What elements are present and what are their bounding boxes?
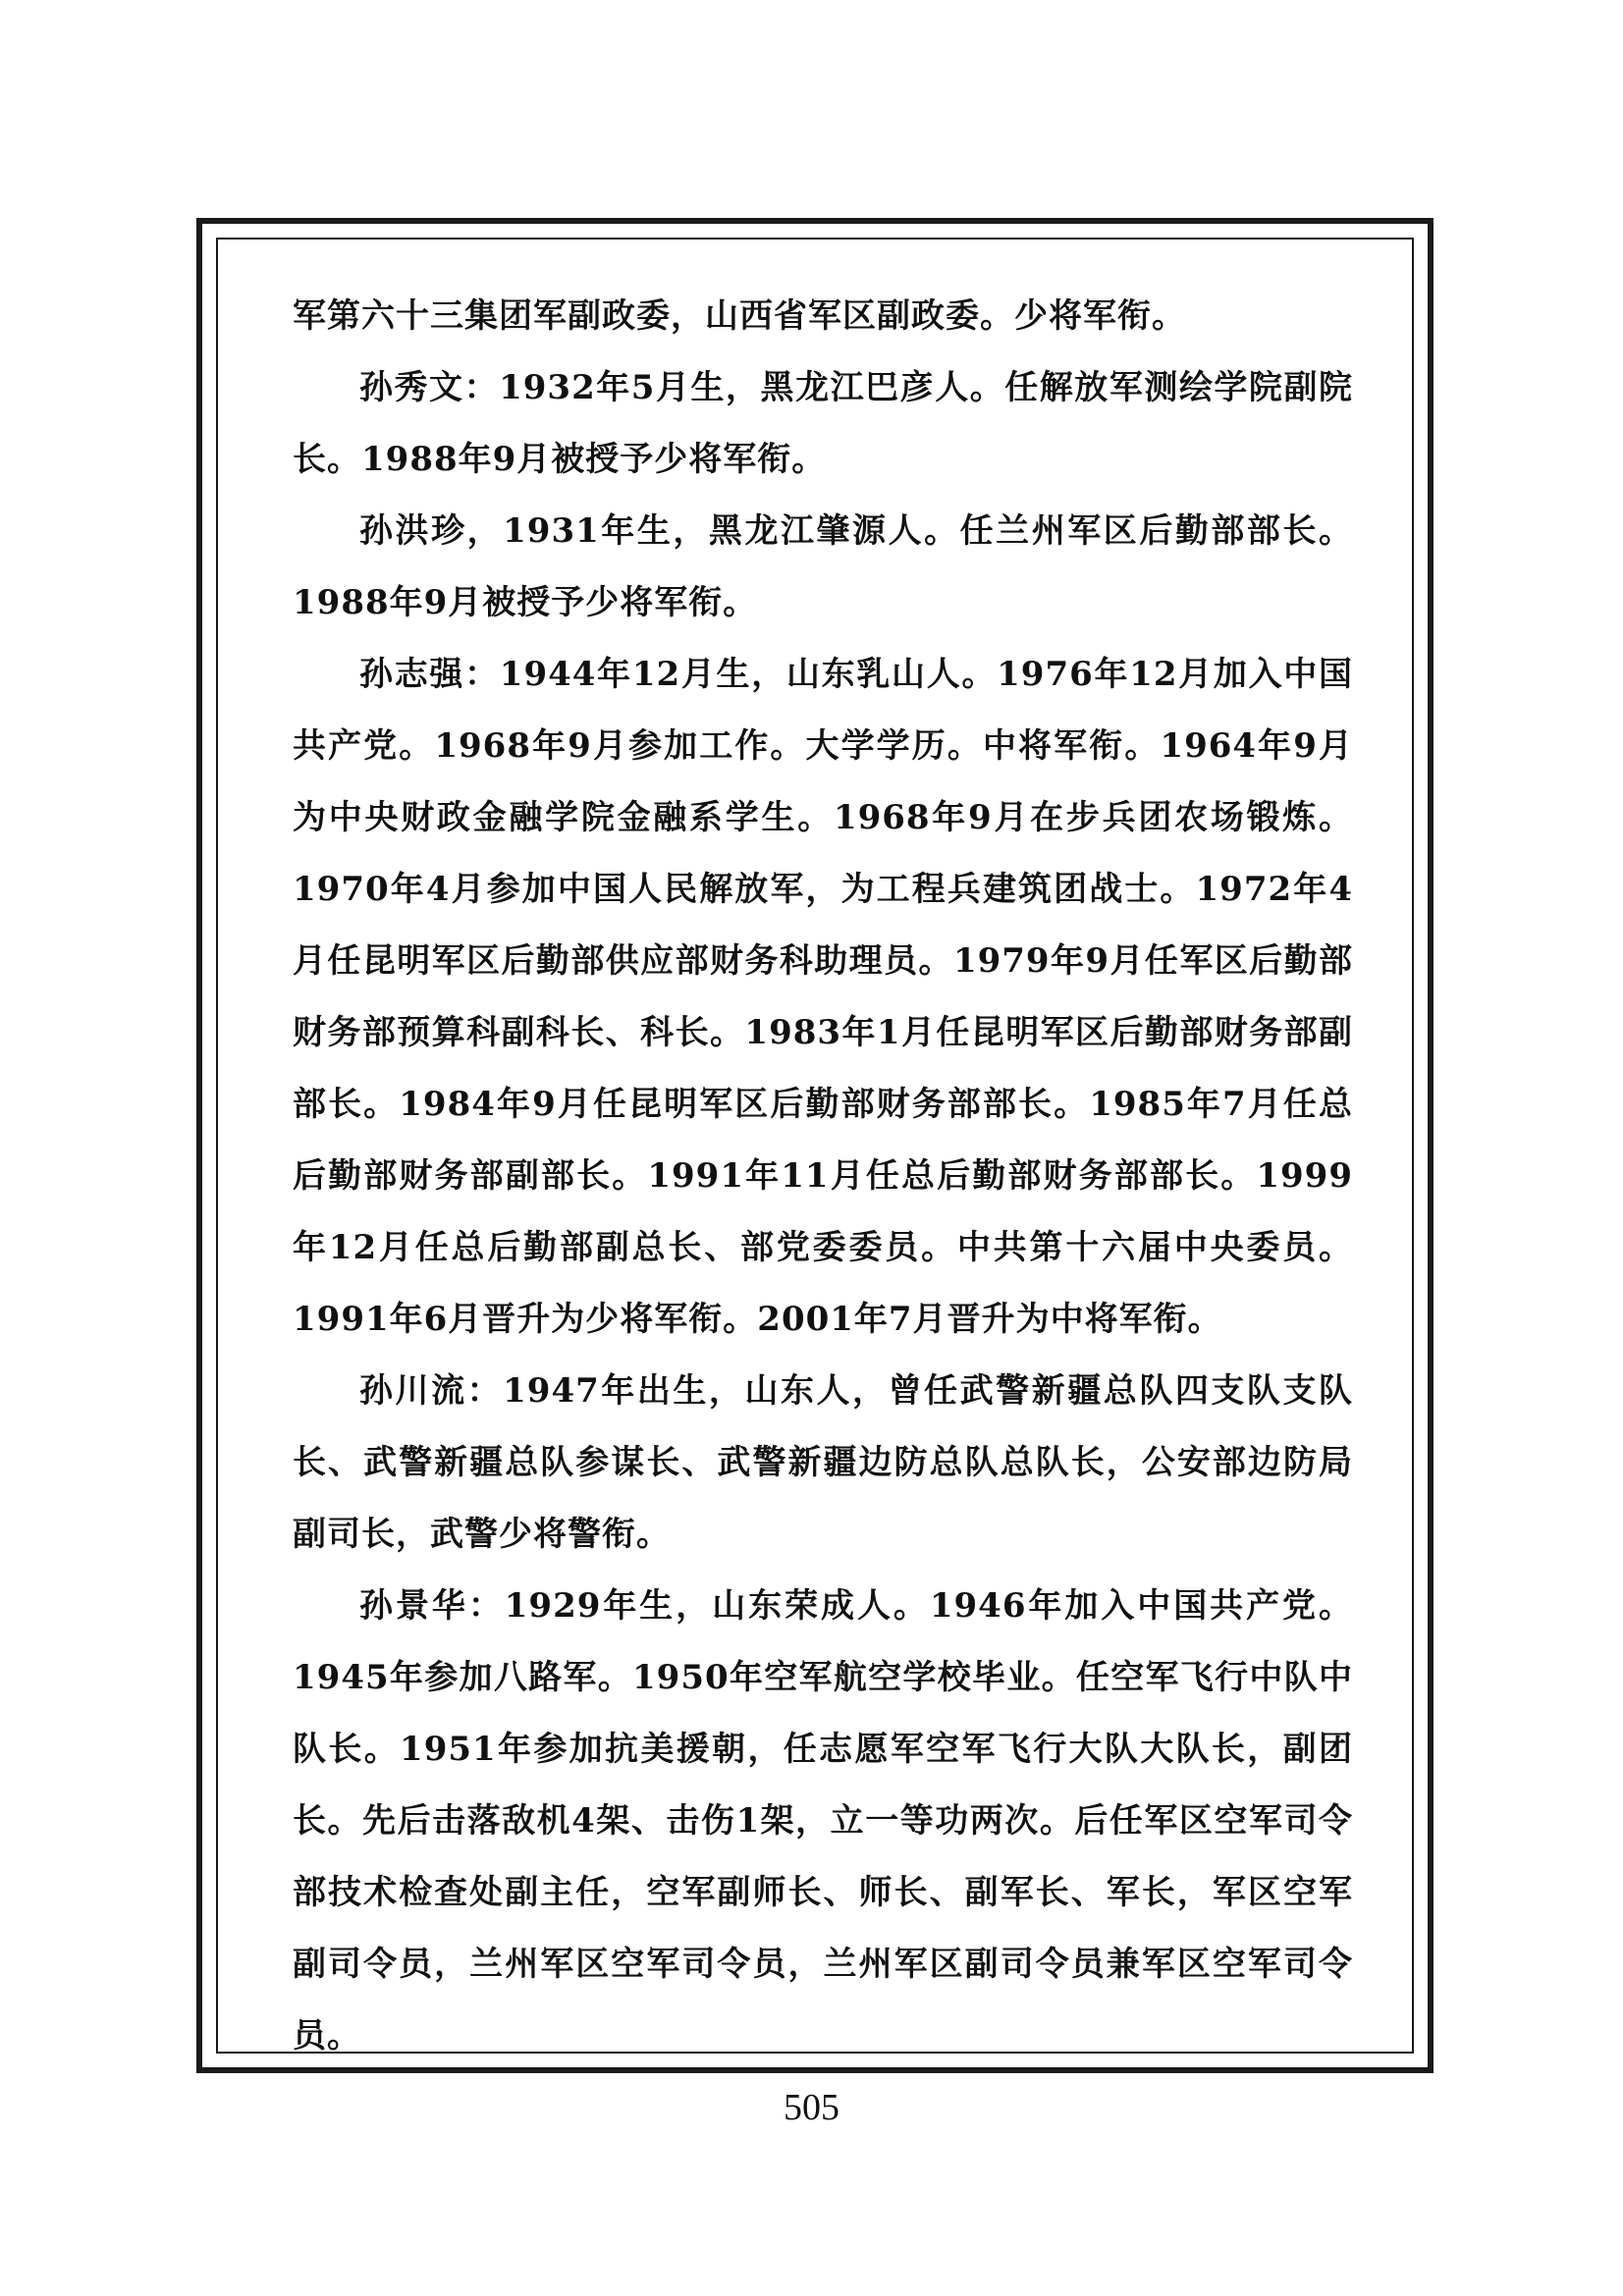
paragraph-sun-chuanliu: 孙川流：1947年出生，山东人，曾任武警新疆总队四支队支队长、武警新疆总队参谋长、武警新疆边防总队总队长，公安部边防局副司长，武警少将警衔。 (293, 1371, 1353, 1554)
page-border-outer (196, 218, 1434, 2073)
paragraph-sun-xiuwen: 孙秀文：1932年5月生，黑龙江巴彦人。任解放军测绘学院副院长。1988年9月被授予少将军衔。 (293, 368, 1353, 479)
paragraph-continuation: 军第六十三集团军副政委，山西省军区副政委。少将军衔。 (293, 296, 1186, 336)
paragraph-sun-zhiqiang: 孙志强：1944年12月生，山东乳山人。1976年12月加入中国共产党。1968年9月参加工作。大学学历。中将军衔。1964年9月为中央财政金融学院金融系学生。1968年9月在步兵团农场锻炼。1970年4月参加中国人民解放军，为工程兵建筑团战士。1972年4月任昆明军区后勤部供应部财务科助理员。1979年9月任军区后勤部财务部预算科副科长、科长。1983年1月任昆明军区后勤部财务部副部长。1984年9月任昆明军区后勤部财务部部长。1985年7月任总后勤部财务部副部长。1991年11月任总后勤部财务部部长。1999年12月任总后勤部副总长、部党委委员。中共第十六届中央委员。1991年6月晋升为少将军衔。2001年7月晋升为中将军衔。 (293, 655, 1353, 1339)
body-text (293, 281, 1353, 2072)
page-border-inner (216, 238, 1414, 2054)
paragraph-sun-hongzhen: 孙洪珍，1931年生，黑龙江肇源人。任兰州军区后勤部部长。1988年9月被授予少将军衔。 (293, 511, 1353, 622)
paragraph-sun-jinghua: 孙景华：1929年生，山东荣成人。1946年加入中国共产党。1945年参加八路军。1950年空军航空学校毕业。任空军飞行中队中队长。1951年参加抗美援朝，任志愿军空军飞行大队大队长，副团长。先后击落敌机4架、击伤1架，立一等功两次。后任军区空军司令部技术检查处副主任，空军副师长、师长、副军长、军长，军区空军副司令员，兰州军区空军司令员，兰州军区副司令员兼军区空军司令员。 (293, 1586, 1353, 2056)
page-number: 505 (784, 2087, 839, 2128)
